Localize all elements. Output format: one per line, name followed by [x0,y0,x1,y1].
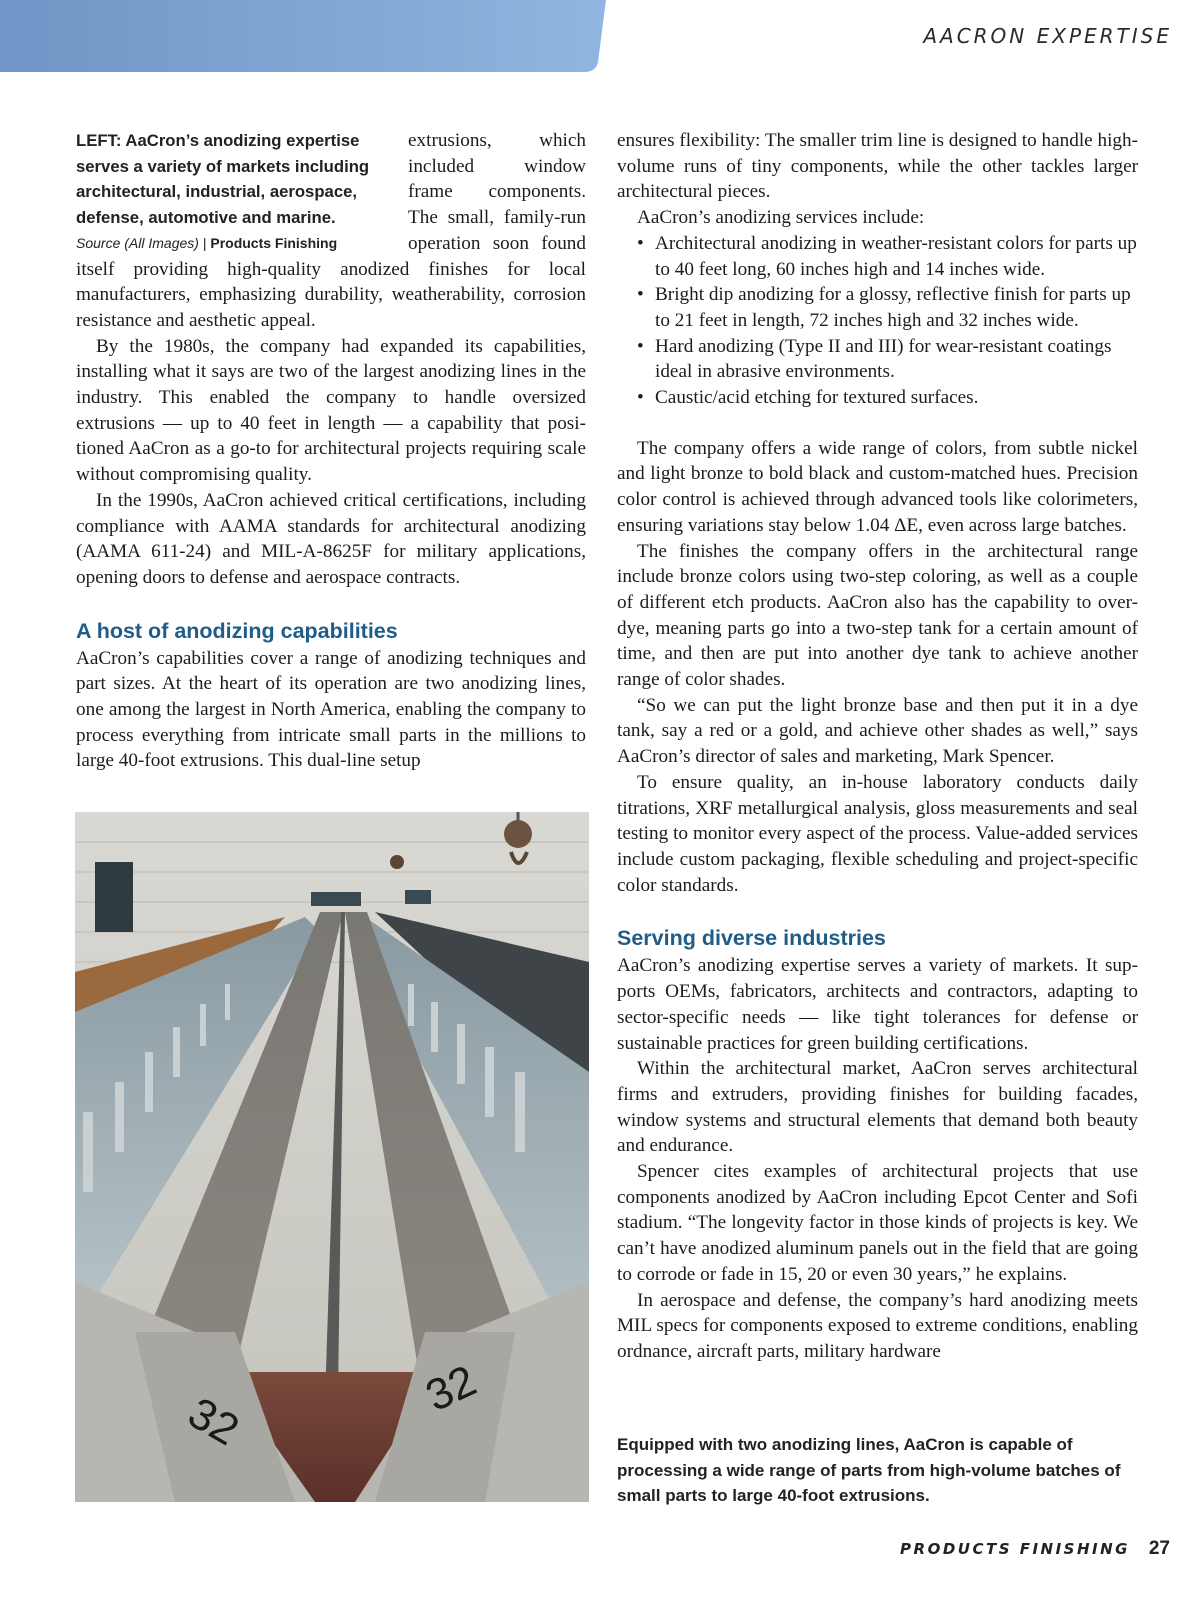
left-column [76,128,586,774]
caption-source-separator: | [198,234,211,251]
body-paragraph: In the 1990s, AaCron achieved critical certifications, including compliance with AAMA standards for architectural anodizing (AAMA 611-24) and MIL-A-8625F for military applications, opening doors to defense and aerospace contracts. [76,489,586,588]
body-paragraph: ensures flexibility: The smaller trim line is designed to handle high-volume runs of tiny components, while the other tackles larger architectural pieces. [617,130,1138,203]
caption-source-name: Products Finishing [210,234,338,251]
body-paragraph: AaCron’s anodizing expertise serves a variety of markets. It supports OEMs, fabricators, architects and contractors, adapting to sector-specific needs — like tight tolerances for defense or sustainable practices for green building certifications. [617,955,1138,1054]
body-paragraph: The company offers a wide range of colors, from subtle nickel and light bronze to bold black and custom-matched hues. Precision color control is achieved through advanced tools like colorimeters, ensuring variations stay below 1.04 ΔE, even across large batches. [617,437,1138,536]
body-paragraph: To ensure quality, an in-house laboratory conducts daily titrations, XRF metallurgical analysis, gloss measurements and seal testing to monitor every aspect of the process. Value-added services include custom packaging, flexible scheduling and project-specific color standards. [617,771,1138,896]
body-paragraph: AaCron’s anodizing services include: [637,207,925,229]
body-paragraph: In aerospace and defense, the company’s hard anodizing meets MIL specs for components exposed to extreme conditions, enabling ordnance, aircraft parts, military hardware [617,1289,1138,1362]
part-marker-label-right: 32 [418,1355,484,1422]
body-paragraph: “So we can put the light bronze base and then put it in a dye tank, say a red or a gold, and achieve other shades as well,” says AaCron’s director of sales and marketing, Mark Spencer. [617,694,1138,768]
page-number: 27 [1148,1538,1170,1559]
services-list [617,231,1138,411]
top-image-caption [76,128,400,257]
header-tab-band [0,0,606,72]
running-head: AACRON EXPERTISE [923,24,1172,48]
body-paragraph: Within the architectural market, AaCron serves architectural firms and extruders, providing finishes for building facades, window systems and structural elements that demand both beauty and endurance. [617,1058,1138,1157]
part-marker-label-left: 32 [180,1388,247,1456]
body-paragraph: By the 1980s, the company had expanded its capabilities, installing what it says are two of the largest anodizing lines in the industry. This enabled the company to handle oversized extrusions — up to 40 feet in length — a capability that positioned AaCron as a go-to for architectural projects requiring scale without compromising quality. [76,335,586,486]
list-item: • Architectural anodizing in weather-resistant colors for parts up to 40 feet long, 60 inches high and 14 inches wide. [655,231,1138,282]
section-heading-capabilities: A host of anodizing capabilities [76,618,398,643]
body-paragraph: AaCron’s capabilities cover a range of anodizing techniques and part sizes. At the heart of its operation are two anodizing lines, one among the largest in North America, enabling the company to process everything from intricate small parts in the millions to large 40-foot extrusions. This dual-line setup [76,647,586,772]
caption-source-label: Source (All Images) [76,234,199,251]
photo-caption: Equipped with two anodizing lines, AaCron is capable of processing a wide range of parts from high-volume batches of small parts to large 40-foot extrusions. [617,1435,1121,1505]
body-paragraph: Spencer cites examples of architectural projects that use components anodized by AaCron including Epcot Center and Sofi stadium. “The longevity factor in those kinds of projects is key. We can’t have anodized aluminum panels out in the field that are going to corrode or fade in 15, 20 or even 30 years,” he explains. [617,1161,1138,1285]
right-column [617,128,1138,1365]
section-heading-industries: Serving diverse industries [617,926,886,951]
list-item: • Caustic/acid etching for textured surfaces. [655,385,1138,411]
body-paragraph: The finishes the company offers in the architectural range include bronze colors using two-step coloring, as well as a couple of different etch products. AaCron also has the capability to over-dye, meaning parts go into a two-step tank for a certain amount of time, and then are put into another dye tank to achieve another range of color shades. [617,540,1138,691]
anodizing-line-photo [75,812,589,1502]
footer-publication-name: PRODUCTS FINISHING [900,1540,1130,1558]
caption-source [76,231,400,257]
list-item: • Hard anodizing (Type II and III) for wear-resistant coatings ideal in abrasive environments. [655,334,1138,385]
caption-main-text: LEFT: AaCron’s anodizing expertise serves a variety of markets including architectural, industrial, aerospace, defense, automotive and marine. [76,131,370,228]
body-paragraph: extrusions, which included window frame components. The small, family-run operation soon found itself providing high-quality anodized finishes for local manufacturers, emphasizing durability, weatherability, corrosion resistance and aesthetic appeal. [76,130,586,331]
list-item: • Bright dip anodizing for a glossy, reflective finish for parts up to 21 feet in length, 72 inches high and 32 inches wide. [655,282,1138,333]
